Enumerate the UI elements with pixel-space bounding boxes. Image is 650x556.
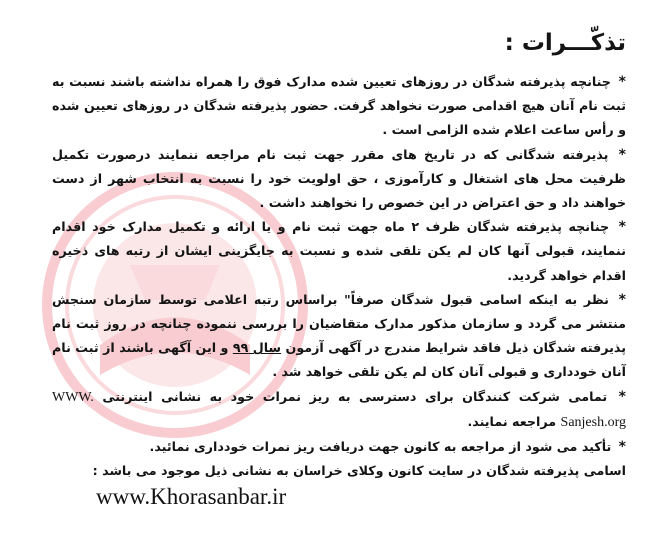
note-text: تأکید می شود از مراجعه به کانون جهت دریافت ریز نمرات خودداری نمائید. [149,439,612,455]
exam-year: سال ۹۹ [232,340,282,356]
sanjesh-link[interactable]: WWW. Sanjesh.org [52,389,626,430]
bullet-star-icon: * [618,146,626,163]
bullet-star-icon: * [618,74,626,90]
khorasanbar-website-link[interactable]: www.Khorasanbar.ir [96,484,287,509]
note-paragraph-6 [52,435,626,459]
note-text: چنانچه پذیرفته شدگان در روزهای تعیین شده مدارک فوق را همراه نداشته باشند نسبت به ثبت نام آنان هیچ اقدامی صورت نخواهد گرفت. حضور پذیرفته شدگان در روزهای تعیین شده و رأس ساعت اعلام شده الزامی است . [52,74,626,138]
bullet-star-icon: * [618,388,626,405]
note-paragraph-5 [52,385,626,435]
note-text: پذیرفته شدگانی که در تاریخ های مقرر جهت ثبت نام مراجعه ننمایند درصورت تکمیل ظرفیت محل های اشتغال و کارآموزی ، حق اولویت خود را نسبت به انتخاب شهر از دست خواهند داد و حق اعتراض در این خصوص را نخواهند داشت . [52,146,626,211]
note-paragraph-7 [52,459,626,483]
notes-body [52,70,626,483]
page-title: تذکّـــرات : [504,30,626,56]
note-text: و این آگهی باشند از ثبت نام آنان خودداری و قبولی آنان کان لم یکن تلقی خواهد شد . [52,340,626,380]
note-paragraph-4 [52,288,626,385]
note-text: مراجعه نمایند. [467,413,561,429]
note-text: نظر به اینکه اسامی قبول شدگان صرفاً" براساس رتبه اعلامی توسط سازمان سنجش منتشر می گردد و سازمان مذکور مدارک متقاضیان را بررسی ننموده چنانچه در روز ثبت نام پذیرفته شدگان ذیل فاقد شرایط مندرج در آگهی آزمون [52,291,626,356]
bullet-star-icon: * [618,291,626,308]
note-text: تمامی شرکت کنندگان برای دسترسی به ریز نمرات خود به نشانی اینترنتی [93,388,608,404]
note-paragraph-1 [52,70,626,143]
note-text: چنانچه پذیرفته شدگان ظرف ۲ ماه جهت ثبت نام و یا ارائه و تکمیل مدارک خود اقدام ننمایند، قبولی آنها کان لم یکن تلقی شده و نسبت به جایگزینی ایشان از رتبه های ذخیره اقدام خواهد گردید. [52,219,626,283]
note-paragraph-3 [52,215,626,288]
note-paragraph-2 [52,143,626,216]
bullet-star-icon: * [618,439,626,456]
note-text: اسامی پذیرفته شدگان در سایت کانون وکلای خراسان به نشانی ذیل موجود می باشد : [92,463,626,479]
bullet-star-icon: * [618,219,626,236]
